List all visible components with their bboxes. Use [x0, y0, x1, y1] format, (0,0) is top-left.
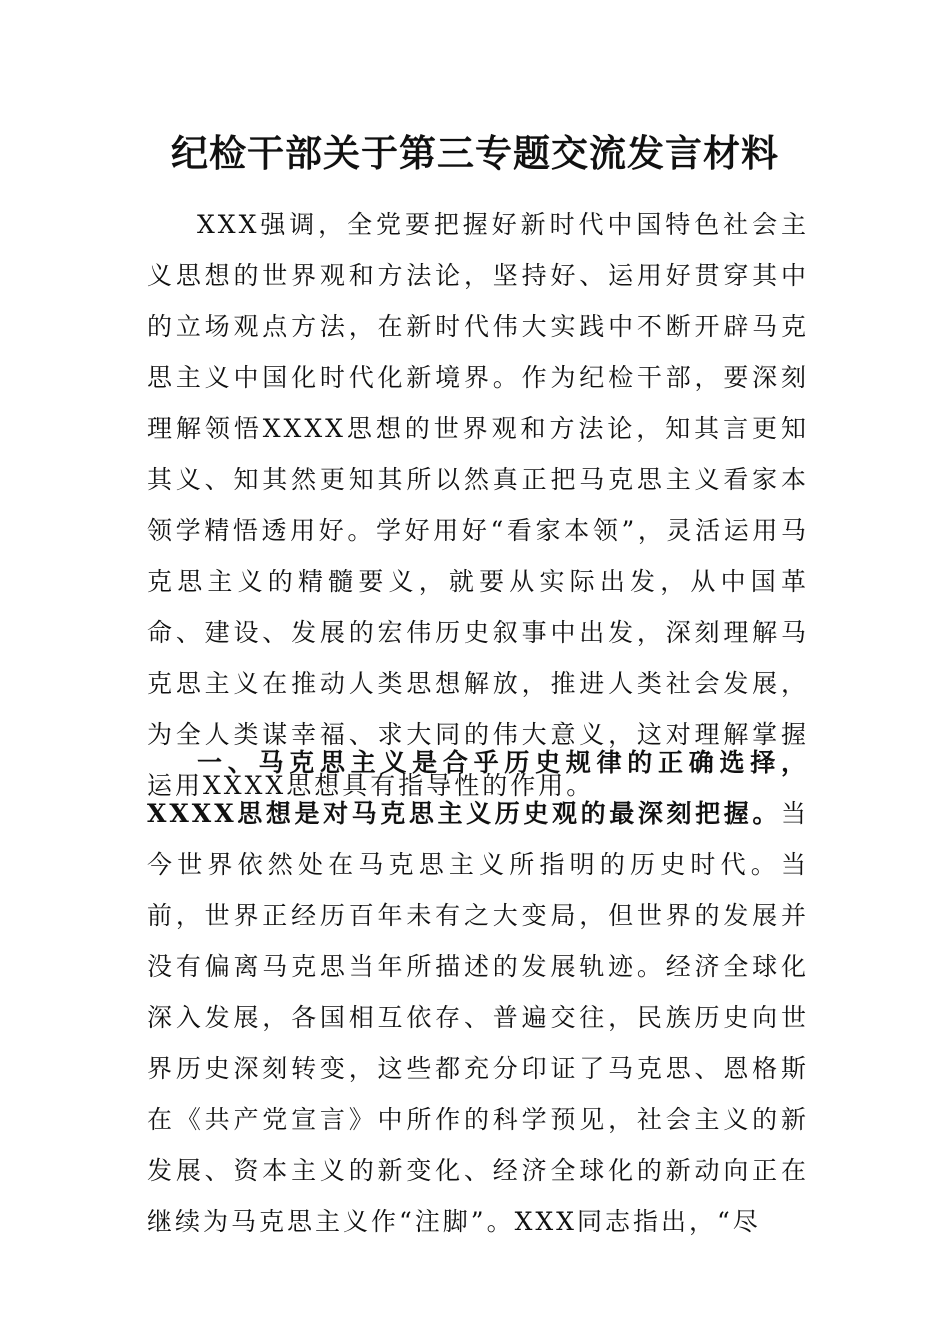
section-one-heading: 一、马克思主义是合乎历史规律的正确选择，XXXX思想是对马克思主义历史观的最深刻把握。 — [147, 748, 809, 828]
section-one-text: 当今世界依然处在马克思主义所指明的历史时代。当前，世界正经历百年未有之大变局，但世界的发展并没有偏离马克思当年所描述的发展轨迹。经济全球化深入发展，各国相互依存、普遍交往，民族历史向世界历史深刻转变，这些都充分印证了马克思、恩格斯在《共产党宣言》中所作的科学预见，社会主义的新发展、资本主义的新变化、经济全球化的新动向正在继续为马克思主义作“注脚”。XXX同志指出，“尽 — [147, 799, 809, 1236]
intro-paragraph: XXX强调，全党要把握好新时代中国特色社会主义思想的世界观和方法论，坚持好、运用好贯穿其中的立场观点方法，在新时代伟大实践中不断开辟马克思主义中国化时代化新境界。作为纪检干部，要深刻理解领悟XXXX思想的世界观和方法论，知其言更知其义、知其然更知其所以然真正把马克思主义看家本领学精悟透用好。学好用好“看家本领”，灵活运用马克思主义的精髓要义，就要从实际出发，从中国革命、建设、发展的宏伟历史叙事中出发，深刻理解马克思主义在推动人类思想解放，推进人类社会发展，为全人类谋幸福、求大同的伟大意义，这对理解掌握运用XXXX思想具有指导性的作用。 — [147, 210, 809, 800]
section-one-paragraph — [147, 737, 809, 1247]
document-title: 纪检干部关于第三专题交流发言材料 — [171, 131, 779, 175]
